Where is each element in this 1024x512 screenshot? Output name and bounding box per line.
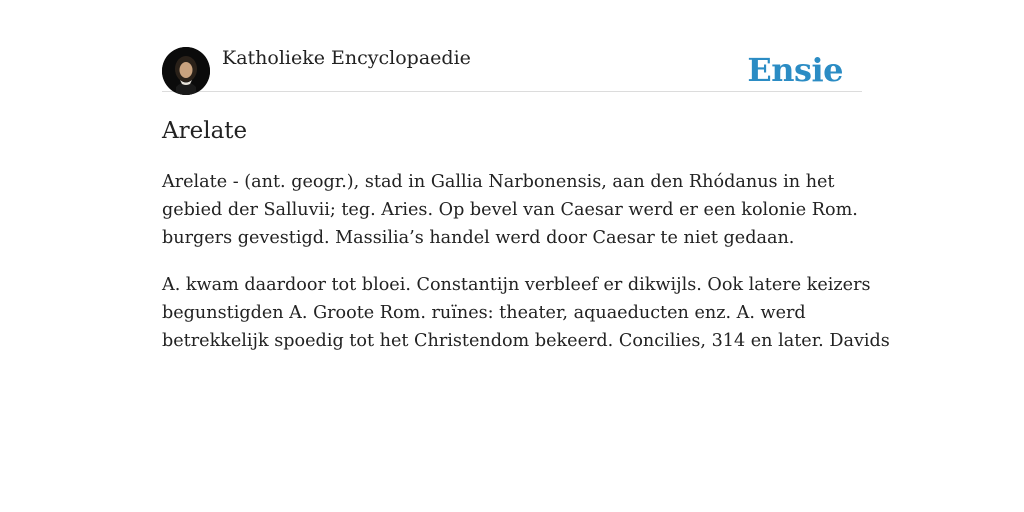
- article-paragraph: [162, 271, 890, 355]
- article-title: Arelate: [162, 118, 248, 144]
- source-title[interactable]: Katholieke Encyclopaedie: [222, 47, 471, 69]
- portrait-avatar-graphic: [162, 47, 210, 95]
- paragraph-line: begunstigden A. Groote Rom. ruïnes: theater, aquaeducten enz. A. werd: [162, 303, 806, 323]
- article-paragraph: [162, 168, 862, 252]
- paragraph-line: Arelate - (ant. geogr.), stad in Gallia Narbonensis, aan den Rhódanus in het: [162, 172, 835, 192]
- paragraph-line: betrekkelijk spoedig tot het Christendom bekeerd. Concilies, 314 en later. Davids: [162, 331, 890, 351]
- header: [162, 0, 862, 92]
- brand-logo[interactable]: Ensie: [747, 51, 843, 89]
- portrait-avatar-icon[interactable]: [162, 47, 210, 95]
- paragraph-line: A. kwam daardoor tot bloei. Constantijn verbleef er dikwijls. Ook latere keizers: [162, 275, 871, 295]
- paragraph-line: gebied der Salluvii; teg. Aries. Op bevel van Caesar werd er een kolonie Rom.: [162, 200, 858, 220]
- page-container: [162, 0, 890, 351]
- paragraph-line: burgers gevestigd. Massilia’s handel werd door Caesar te niet gedaan.: [162, 228, 795, 248]
